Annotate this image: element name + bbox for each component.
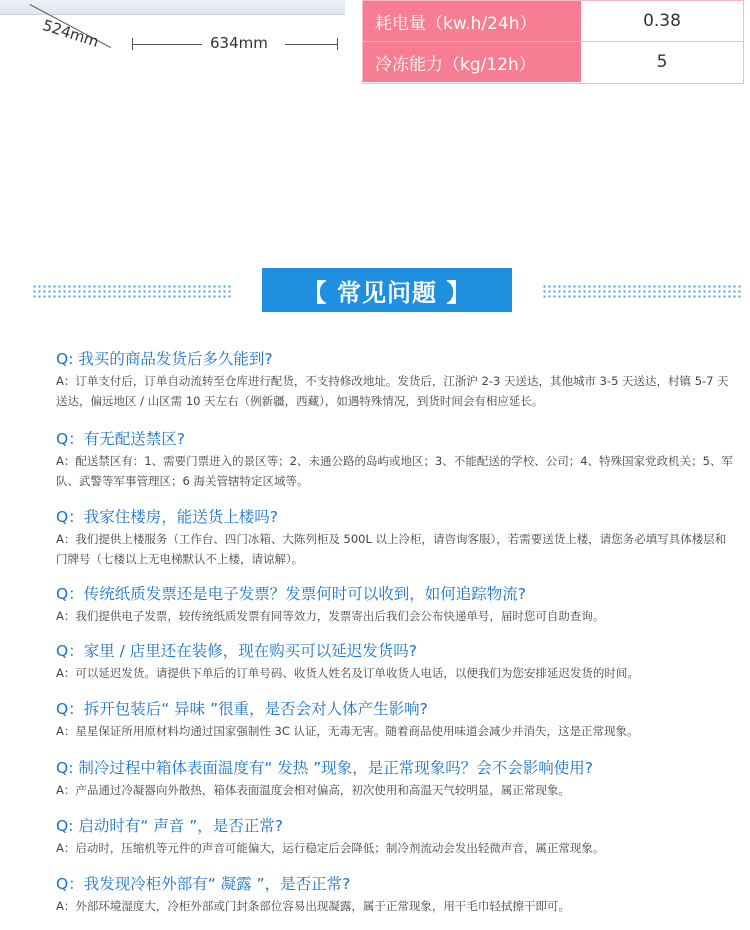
faq-item bbox=[56, 640, 736, 683]
faq-item bbox=[56, 698, 736, 741]
faq-answer: A：配送禁区有：1、需要门票进入的景区等；2、未通公路的岛屿或地区；3、不能配送的学校、公司；4、特殊国家党政机关；5、军队、武警等军事管理区；6 海关管辖特定区域等。 bbox=[56, 454, 733, 488]
section-title: 【 常见问题 】 bbox=[262, 268, 512, 312]
dotted-decoration-left bbox=[32, 284, 232, 298]
faq-answer: A：我们提供电子发票，较传统纸质发票有同等效力，发票寄出后我们会公布快递单号，届时您可自助查询。 bbox=[56, 609, 605, 623]
faq-item bbox=[56, 815, 736, 858]
faq-question: Q：有无配送禁区? bbox=[56, 430, 185, 448]
spec-row bbox=[363, 41, 743, 82]
faq-item bbox=[56, 757, 736, 800]
faq-question: Q：家里 / 店里还在装修，现在购买可以延迟发货吗? bbox=[56, 642, 418, 660]
width-dimension-tick bbox=[337, 38, 338, 50]
faq-answer: A：外部环境湿度大，冷柜外部或门封条部位容易出现凝露，属于正常现象，用干毛巾轻拭擦干即可。 bbox=[56, 899, 570, 913]
spec-value: 5 bbox=[581, 42, 743, 82]
faq-section-header bbox=[0, 268, 750, 314]
faq-question: Q：我发现冷柜外部有“ 凝露 ”，是否正常? bbox=[56, 875, 351, 893]
faq-item bbox=[56, 428, 736, 491]
faq-answer: A：订单支付后，订单自动流转至仓库进行配货，不支持修改地址。发货后，江浙沪 2-3 天送达，其他城市 3-5 天送达，村镇 5-7 天送达，偏远地区 / 山区需 10 天左右（例新疆，西藏），如遇特殊情况，到货时间会有相应延长。 bbox=[56, 374, 729, 408]
faq-question: Q：传统纸质发票还是电子发票？发票何时可以收到，如何追踪物流? bbox=[56, 585, 526, 603]
faq-item bbox=[56, 348, 736, 411]
spec-label: 冷冻能力（kg/12h） bbox=[363, 42, 581, 82]
faq-answer: A：星星保证所用原材料均通过国家强制性 3C 认证，无毒无害。随着商品使用味道会减少并消失，这是正常现象。 bbox=[56, 724, 639, 738]
width-dimension-line bbox=[132, 44, 202, 45]
freezer-image-edge bbox=[0, 0, 345, 15]
width-dimension-line bbox=[285, 44, 337, 45]
faq-item bbox=[56, 506, 736, 569]
faq-item bbox=[56, 873, 736, 916]
faq-item bbox=[56, 583, 736, 626]
depth-dimension-label: 524mm bbox=[40, 16, 102, 51]
faq-answer: A：可以延迟发货。请提供下单后的订单号码、收货人姓名及订单收货人电话，以便我们为您安排延迟发货的时间。 bbox=[56, 666, 639, 680]
spec-table bbox=[362, 0, 744, 84]
faq-answer: A：产品通过冷凝器向外散热，箱体表面温度会相对偏高，初次使用和高温天气较明显，属正常现象。 bbox=[56, 783, 570, 797]
dotted-decoration-right bbox=[542, 284, 742, 298]
product-dimensions-area bbox=[0, 0, 750, 120]
faq-question: Q: 制冷过程中箱体表面温度有“ 发热 ”现象，是正常现象吗？会不会影响使用? bbox=[56, 759, 593, 777]
faq-question: Q：拆开包装后“ 异味 ”很重，是否会对人体产生影响? bbox=[56, 700, 428, 718]
spec-label: 耗电量（kw.h/24h） bbox=[363, 1, 581, 41]
width-dimension-label: 634mm bbox=[210, 34, 268, 52]
faq-question: Q: 我买的商品发货后多久能到? bbox=[56, 350, 273, 368]
faq-answer: A：启动时，压缩机等元件的声音可能偏大，运行稳定后会降低；制冷剂流动会发出轻微声音，属正常现象。 bbox=[56, 841, 605, 855]
faq-question: Q: 启动时有“ 声音 ”，是否正常? bbox=[56, 817, 283, 835]
spec-row bbox=[363, 1, 743, 41]
faq-question: Q：我家住楼房，能送货上楼吗? bbox=[56, 508, 278, 526]
spec-value: 0.38 bbox=[581, 1, 743, 41]
faq-answer: A：我们提供上楼服务（工作台、四门冰箱、大陈列柜及 500L 以上冷柜，请咨询客服），若需要送货上楼，请您务必填写具体楼层和门牌号（七楼以上无电梯默认不上楼，请谅解）。 bbox=[56, 532, 727, 566]
